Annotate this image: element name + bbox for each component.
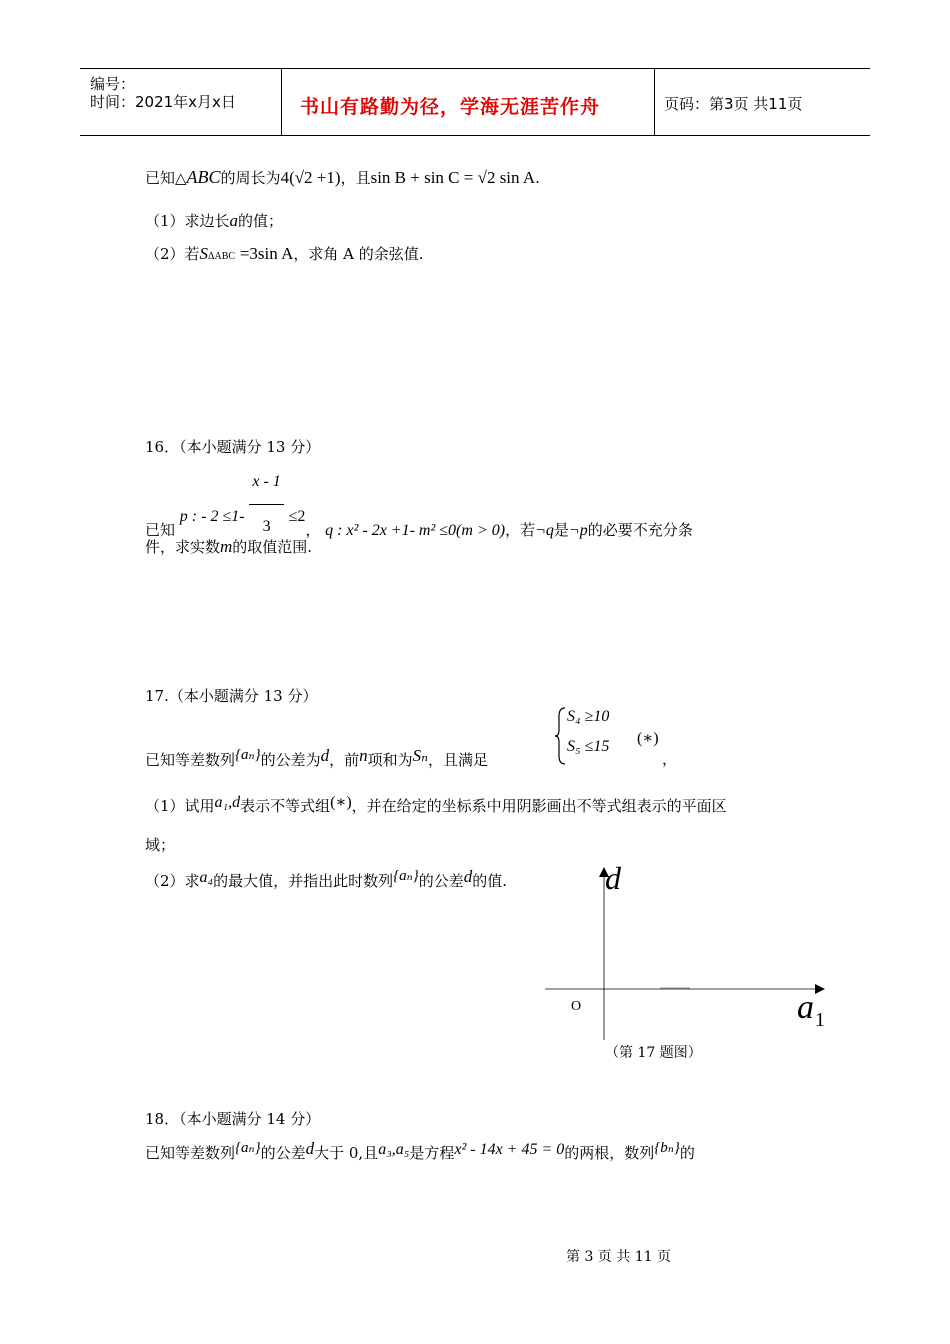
y-axis-label: d (605, 860, 621, 896)
q16-fraction: $\frac{x - 1}{3}$ (249, 460, 283, 549)
q17-part1: （1）试用a₁,d表示不等式组(∗)，并在给定的坐标系中用阴影画出不等式组表示的平面区 (145, 794, 727, 815)
q18-line1: 已知等差数列{aₙ}的公差d大于 0,且a₃,a₅是方程x² - 14x + 45 = 0的两根，数列{bₙ}的 (145, 1139, 695, 1162)
q15-part1: （1）求边长a的值； (145, 211, 284, 230)
q16-line2: 件，求实数m的取值范围. (145, 537, 313, 556)
header-code-label: 编号： (90, 75, 136, 93)
q16-title: 16．（本小题满分 13 分） (145, 438, 321, 456)
x-axis-arrow-icon (815, 984, 825, 994)
q18-title: 18．（本小题满分 14 分） (145, 1110, 321, 1128)
left-brace-icon (555, 706, 567, 766)
x-axis-label-subscript: 1 (815, 1009, 825, 1031)
q17-inequality-system: S₄ ≥10 S₅ ≤15 (∗) (555, 706, 675, 766)
origin-label: O (571, 999, 582, 1014)
page-footer: 第 3 页 共 11 页 (566, 1249, 671, 1265)
q17-coordinate-figure (540, 855, 840, 1055)
x-axis-label: a (797, 989, 814, 1026)
q16-line1: 已知 p : - 2 ≤1- $\frac{x - 1}{3}$ ≤2， q : x² - 2x +1- m² ≤0(m > 0)，若¬q是¬p的必要不充分条 (145, 460, 693, 553)
header-bottom-rule (80, 135, 870, 136)
q17-title: 17.（本小题满分 13 分） (145, 687, 318, 705)
header-divider-right (654, 68, 655, 136)
q15-line1: 已知△ABC的周长为4(√2 +1)，且sin B + sin C = √2 sin A. (145, 167, 540, 187)
q17-figure-caption: （第 17 题图） (605, 1045, 702, 1061)
header-top-rule (80, 68, 870, 69)
q17-part2: （2）求a₄的最大值，并指出此时数列{aₙ}的公差d的值. (145, 867, 507, 890)
q17-line1-comma: ， (662, 750, 678, 768)
q17-line1: 已知等差数列{aₙ}的公差为d，前n项和为Sₙ，且满足 (145, 746, 489, 769)
header-time-label: 时间：2021年x月x日 (90, 93, 236, 111)
q15-part2: （2）若SΔABC =3sin A，求角 A 的余弦值. (145, 244, 424, 263)
q17-part1-line2: 域； (145, 836, 176, 854)
header-motto: 书山有路勤为径，学海无涯苦作舟 (300, 96, 601, 118)
header-page-label: 页码：第3页 共11页 (664, 95, 803, 113)
header-divider-left (281, 68, 282, 136)
